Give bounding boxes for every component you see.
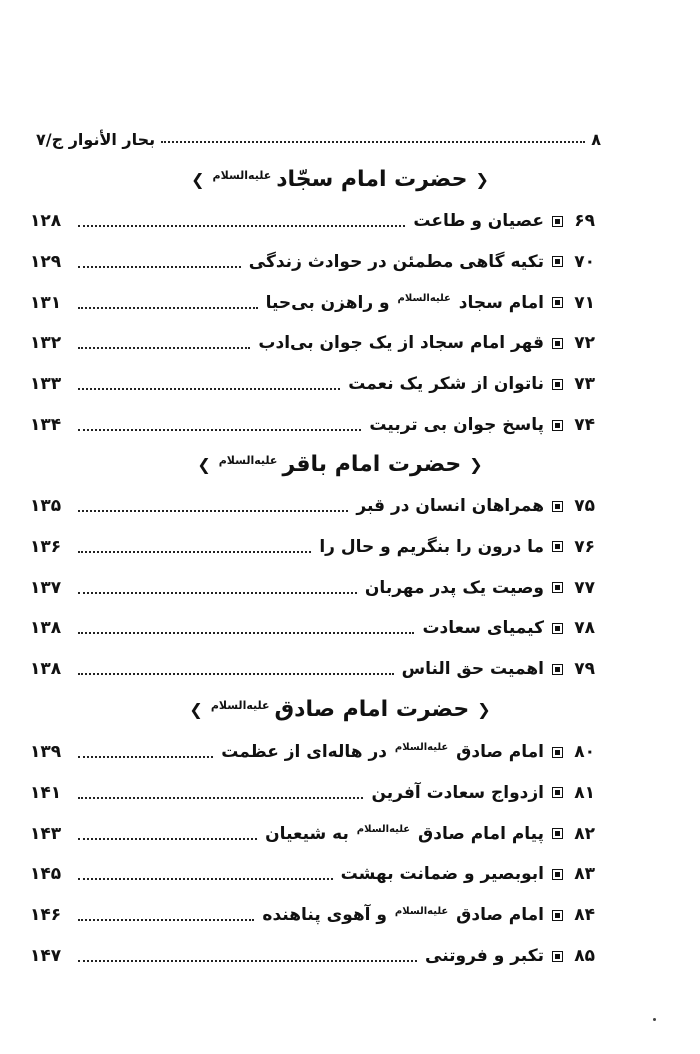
entry-page-number: ۱۲۸ (30, 211, 62, 231)
toc-entry (30, 573, 595, 603)
ornament-open: ❮ (477, 699, 491, 719)
entry-title: قهر امام سجاد از یک جوان بی‌ادب (258, 333, 544, 354)
entry-page-number: ۱۳۸ (30, 618, 62, 639)
bullet-square-icon (552, 541, 563, 552)
section-title: حضرت امام صادق (274, 696, 470, 722)
leader-dots (78, 826, 257, 840)
bullet-square-icon (552, 338, 563, 349)
entry-page-number: ۱۳۸ (30, 659, 62, 680)
bullet-square-icon (552, 256, 563, 267)
ornament-close: ❯ (189, 699, 203, 719)
leader-dots (78, 744, 213, 758)
entry-number: ۷۳ (574, 374, 595, 395)
honorific-mark: علیه‌السلام (210, 698, 270, 712)
leader-dots (78, 335, 250, 349)
bullet-square-icon (552, 623, 563, 634)
entry-number: ۷۶ (574, 536, 595, 557)
bullet-square-icon (552, 664, 563, 675)
honorific-mark: علیه‌السلام (397, 292, 451, 304)
entry-page-number: ۱۲۹ (30, 251, 62, 272)
entry-page-number: ۱۴۷ (30, 946, 62, 966)
leader-dots (78, 580, 357, 594)
entry-page-number: ۱۳۹ (30, 742, 62, 762)
section-heading (60, 445, 620, 483)
entry-number: ۷۸ (574, 618, 595, 639)
entry-page-number: ۱۳۵ (30, 496, 62, 516)
entry-number: ۸۰ (574, 742, 595, 762)
section-title: حضرت امام باقر (282, 451, 462, 477)
page-number: ۸ (591, 129, 601, 149)
entry-number: ۸۳ (574, 864, 595, 885)
entry-number: ۸۱ (574, 782, 595, 803)
honorific-mark: علیه‌السلام (356, 823, 411, 835)
bullet-square-icon (552, 501, 563, 512)
bullet-square-icon (552, 869, 563, 880)
leader-dots (78, 498, 348, 512)
toc-entry (30, 819, 595, 849)
leader-dots (78, 417, 361, 431)
toc-entry (30, 328, 595, 358)
entry-number: ۷۴ (574, 415, 595, 435)
leader-dots (78, 213, 405, 227)
toc-entry (30, 369, 595, 399)
page-speck (653, 1018, 656, 1021)
running-head (36, 126, 601, 152)
toc-entry (30, 859, 595, 889)
bullet-square-icon (552, 747, 563, 758)
section-title: حضرت امام سجّاد (276, 166, 468, 192)
entry-title: امام صادق $^{علیه‌السلام}$ و آهوی پناهنده (262, 905, 544, 926)
entry-title: تکیه گاهی مطمئن در حوادث زندگی (248, 251, 544, 272)
toc-entry (30, 613, 595, 643)
entry-title: ازدواج سعادت آفرین (371, 782, 544, 803)
entry-number: ۷۰ (574, 251, 595, 272)
entry-number: ۷۹ (574, 659, 595, 680)
entry-number: ۷۷ (574, 577, 595, 598)
bullet-square-icon (552, 951, 563, 962)
entry-page-number: ۱۳۶ (30, 536, 62, 557)
ornament-close: ❯ (197, 454, 211, 474)
leader-dots (78, 661, 394, 675)
entry-number: ۸۲ (574, 823, 595, 844)
entry-title: وصیت یک پدر مهربان (364, 577, 544, 598)
entry-title: عصیان و طاعت (413, 211, 544, 231)
entry-number: ۷۵ (574, 496, 595, 516)
entry-title: ما درون را بنگریم و حال را (319, 536, 544, 557)
leader-dots (78, 948, 417, 962)
entry-title: همراهان انسان در قبر (356, 496, 544, 516)
entry-page-number: ۱۳۳ (30, 374, 62, 395)
entry-title: کیمیای سعادت (422, 618, 544, 639)
entry-title: پیام امام صادق $^{علیه‌السلام}$ به شیعیان (265, 823, 544, 844)
book-title: بحار الأنوار ج/۷ (36, 129, 156, 149)
ornament-close: ❯ (191, 169, 205, 189)
toc-entry (30, 247, 595, 277)
entry-page-number: ۱۳۱ (30, 292, 62, 313)
entry-page-number: ۱۴۶ (30, 905, 62, 926)
toc-entry (30, 410, 595, 440)
leader-dots (78, 620, 414, 634)
bullet-square-icon (552, 582, 563, 593)
leader-dots (78, 295, 258, 309)
entry-page-number: ۱۴۱ (30, 782, 62, 803)
bullet-square-icon (552, 379, 563, 390)
entry-page-number: ۱۴۵ (30, 864, 62, 885)
toc-entry (30, 900, 595, 930)
leader-dots (78, 785, 363, 799)
entry-page-number: ۱۳۴ (30, 415, 62, 435)
entry-title: ابوبصیر و ضمانت بهشت (340, 864, 544, 885)
bullet-square-icon (552, 787, 563, 798)
toc-entry (30, 654, 595, 684)
entry-title: امام صادق $^{علیه‌السلام}$ در هاله‌ای از عظمت (221, 742, 544, 762)
toc-entry (30, 778, 595, 808)
entry-page-number: ۱۳۲ (30, 333, 62, 354)
entry-number: ۷۲ (574, 333, 595, 354)
ornament-open: ❮ (469, 454, 483, 474)
toc-entry (30, 737, 595, 767)
section-heading (60, 690, 620, 728)
leader-dots (78, 907, 254, 921)
leader-dots (161, 131, 585, 143)
honorific-mark: علیه‌السلام (394, 905, 449, 917)
section-heading (60, 160, 620, 198)
ornament-open: ❮ (475, 169, 489, 189)
entry-page-number: ۱۴۳ (30, 823, 62, 844)
leader-dots (78, 376, 340, 390)
bullet-square-icon (552, 420, 563, 431)
toc-entry (30, 206, 595, 236)
entry-title: تکبر و فروتنی (425, 946, 544, 966)
toc-entry (30, 941, 595, 971)
entry-number: ۸۵ (574, 946, 595, 966)
leader-dots (78, 254, 241, 268)
bullet-square-icon (552, 216, 563, 227)
honorific-mark: علیه‌السلام (212, 168, 272, 182)
bullet-square-icon (552, 297, 563, 308)
entry-title: امام سجاد $^{علیه‌السلام}$ و راهزن بی‌حیا (265, 292, 544, 313)
entry-title: ناتوان از شکر یک نعمت (348, 374, 544, 395)
toc-entry (30, 532, 595, 562)
entry-number: ۸۴ (574, 905, 595, 926)
honorific-mark: علیه‌السلام (218, 453, 278, 467)
bullet-square-icon (552, 910, 563, 921)
entry-page-number: ۱۳۷ (30, 577, 62, 598)
leader-dots (78, 539, 311, 553)
leader-dots (78, 866, 333, 880)
toc-entry (30, 491, 595, 521)
entry-title: اهمیت حق الناس (401, 659, 544, 680)
honorific-mark: علیه‌السلام (394, 742, 449, 754)
entry-number: ۶۹ (574, 211, 595, 231)
entry-title: پاسخ جوان بی تربیت (369, 415, 544, 435)
toc-entry (30, 288, 595, 318)
bullet-square-icon (552, 828, 563, 839)
entry-number: ۷۱ (574, 292, 595, 313)
